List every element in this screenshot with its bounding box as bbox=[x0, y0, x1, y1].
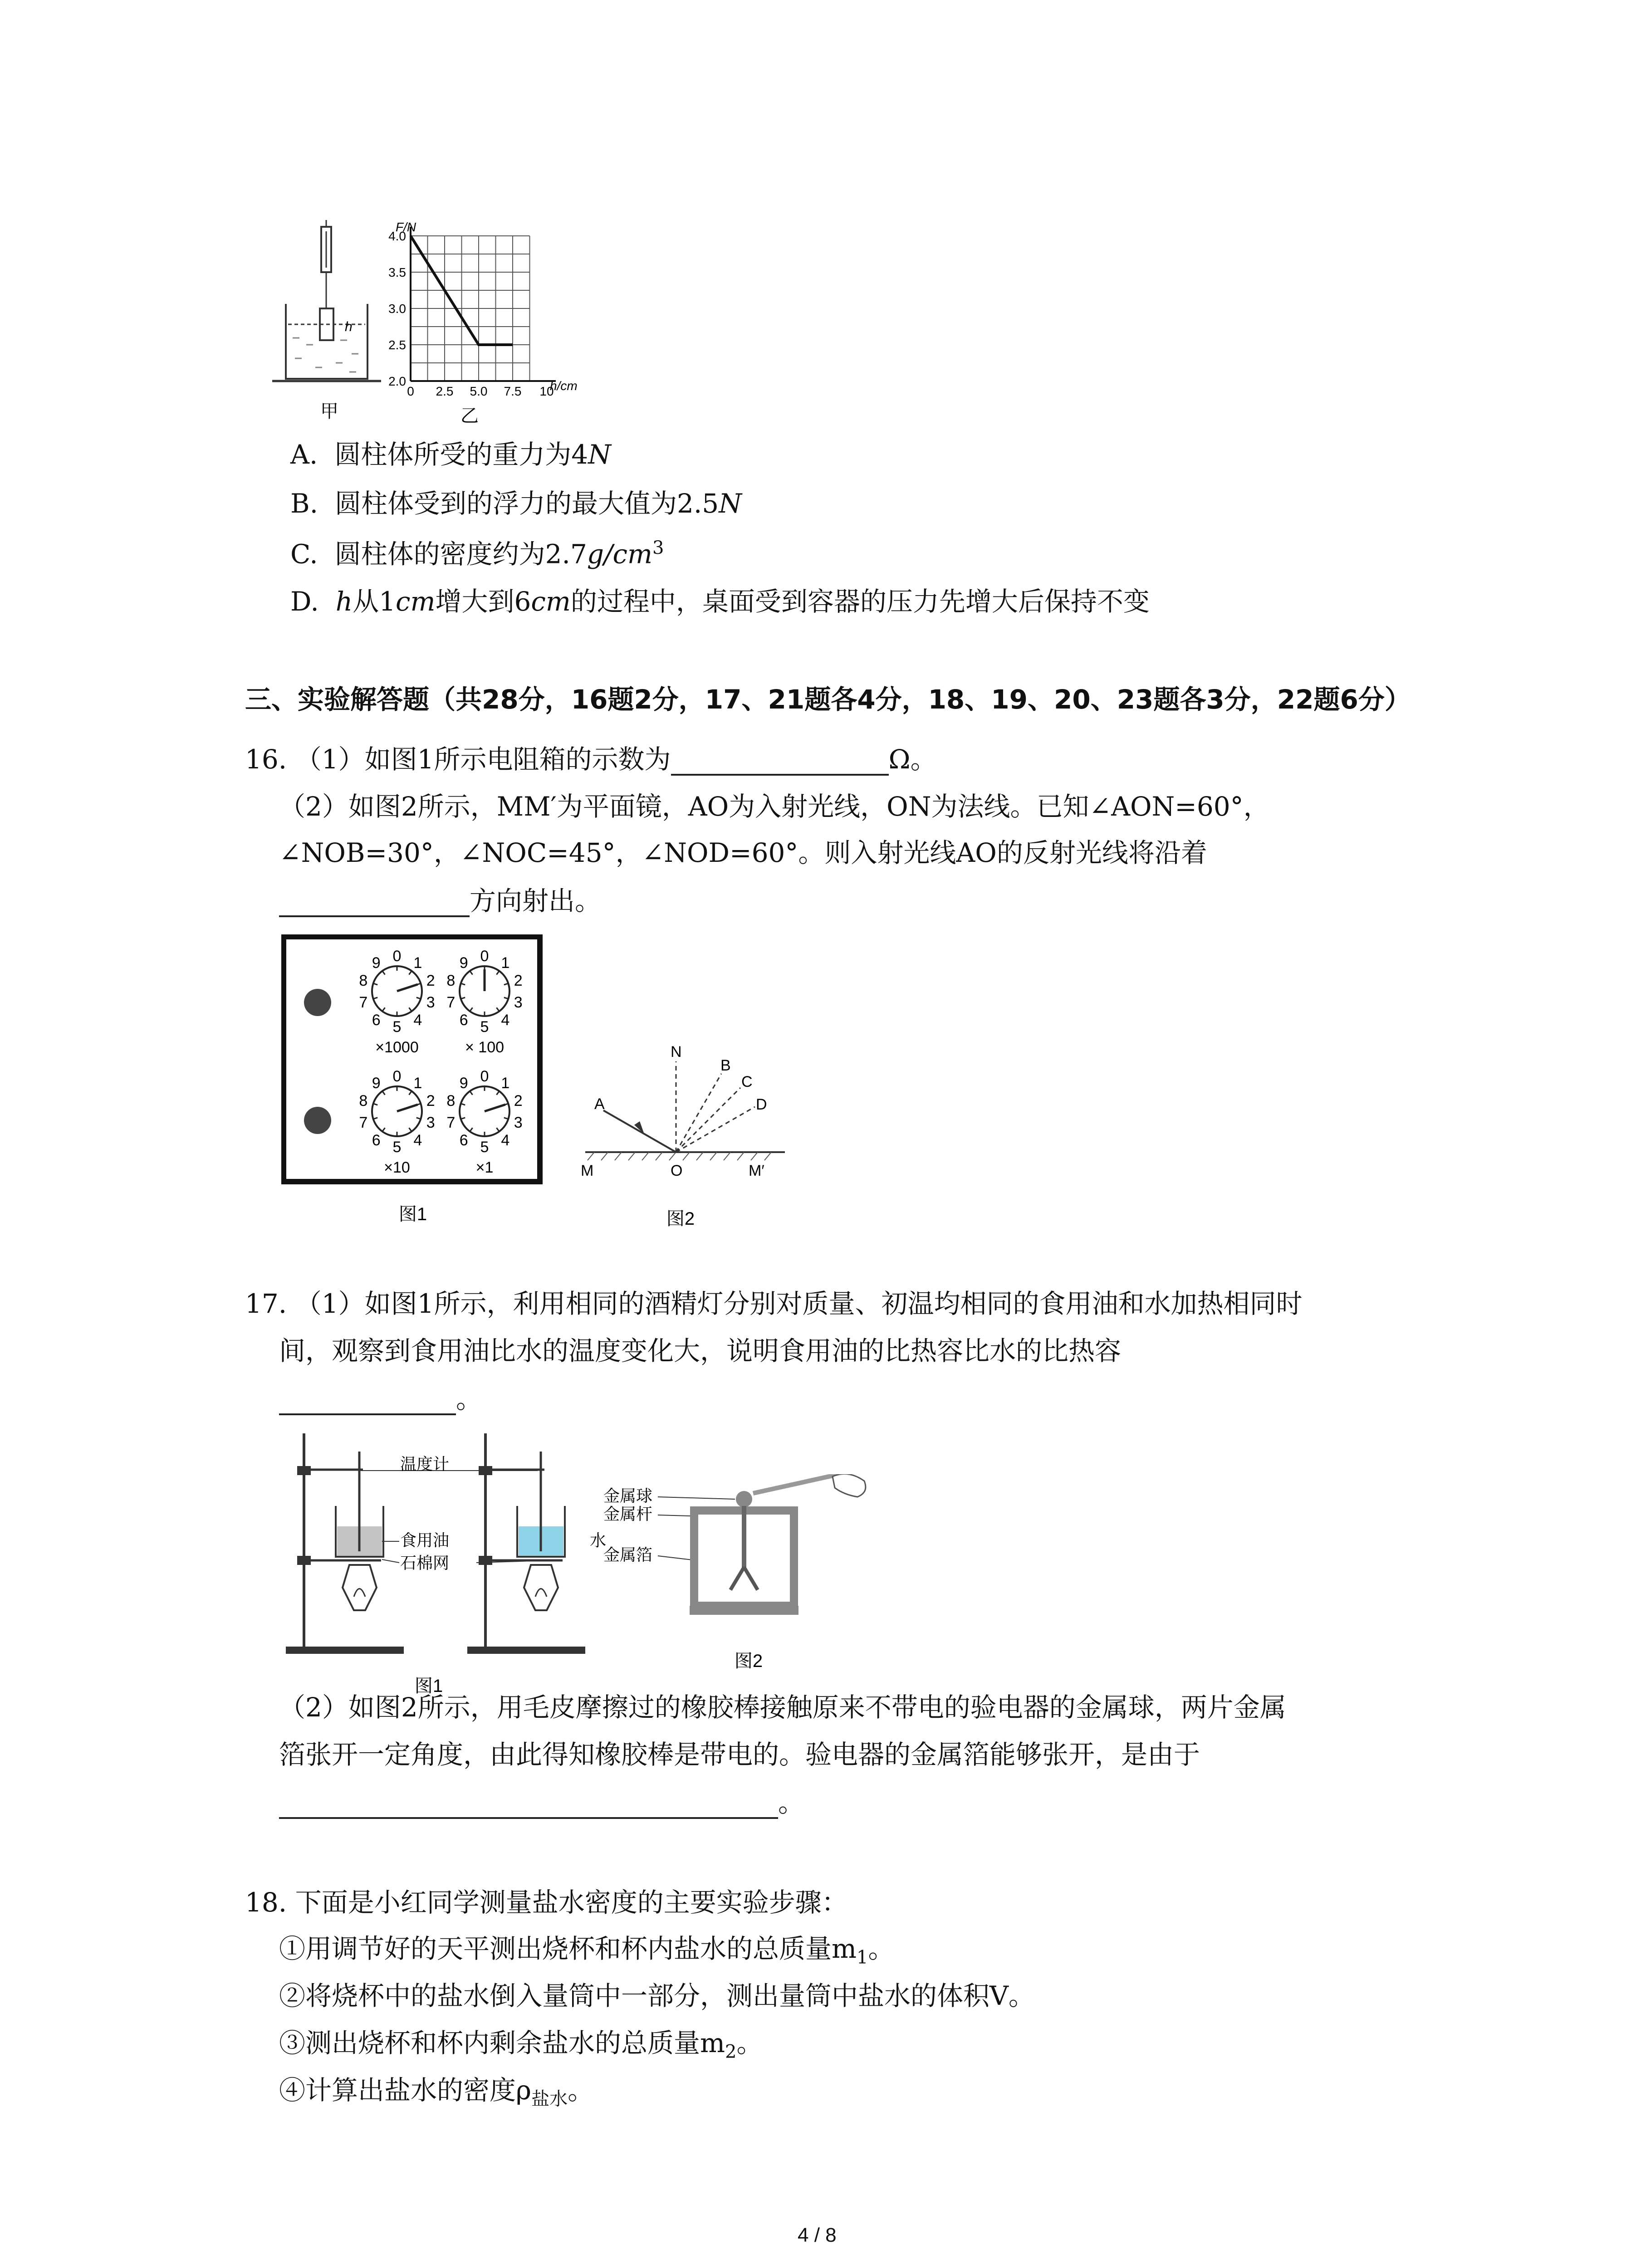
dial-digit: 6 bbox=[459, 1012, 468, 1029]
electroscope-figure bbox=[603, 1474, 885, 1701]
label-m-prime: M′ bbox=[749, 1162, 764, 1179]
dial-digit: 3 bbox=[514, 994, 523, 1012]
dial-digit: 2 bbox=[426, 1092, 435, 1110]
dial-digit: 6 bbox=[372, 1132, 381, 1149]
incident-ray bbox=[603, 1110, 676, 1152]
q17-part2-line3: 。 bbox=[279, 1787, 804, 1819]
x-tick-label: 0 bbox=[407, 384, 414, 398]
q17-part1-line3: 。 bbox=[279, 1383, 482, 1415]
dial-digit: 7 bbox=[359, 1114, 368, 1132]
q16-part2-line2: ∠NOB=30°，∠NOC=45°，∠NOD=60°。则入射光线AO的反射光线将沿着 bbox=[279, 837, 1207, 868]
q16-part2-line3: 方向射出。 bbox=[279, 885, 601, 917]
dial-digit: 2 bbox=[514, 1092, 523, 1110]
label-d: D bbox=[756, 1096, 767, 1113]
label-a: A bbox=[594, 1095, 605, 1113]
ray-od bbox=[676, 1107, 755, 1152]
dial-digit: 9 bbox=[372, 1074, 381, 1092]
water-apparatus bbox=[467, 1433, 585, 1654]
q16-answer-blank-2[interactable] bbox=[279, 889, 470, 917]
dial-digit: 9 bbox=[459, 954, 468, 972]
dial-digit: 1 bbox=[413, 954, 422, 972]
q18-step-4: ④计算出盐水的密度$\rho_{盐水}$。 bbox=[279, 2075, 594, 2110]
q15-figure bbox=[272, 218, 617, 431]
yi-caption: 乙 bbox=[460, 406, 479, 426]
dial-digit: 7 bbox=[446, 994, 456, 1012]
y-tick-label: 4.0 bbox=[388, 229, 406, 243]
label-ball: 金属球 bbox=[603, 1486, 653, 1505]
label-o: O bbox=[671, 1162, 683, 1179]
dial-digit: 1 bbox=[501, 954, 510, 972]
dial-digit: 2 bbox=[426, 972, 435, 989]
q15-option-b: B. 圆柱体受到的浮力的最大值为2.5N bbox=[290, 488, 742, 519]
dial-digit: 5 bbox=[392, 1139, 402, 1156]
ray-ob bbox=[676, 1074, 721, 1152]
q15-option-d: D. h从1cm增大到6cm的过程中，桌面受到容器的压力先增大后保持不变 bbox=[290, 586, 1150, 617]
jia-apparatus bbox=[272, 220, 381, 421]
dial-multiplier: ×10 bbox=[384, 1159, 410, 1176]
q17-part2-line1: （2）如图2所示，用毛皮摩擦过的橡胶棒接触原来不带电的验电器的金属球，两片金属 bbox=[279, 1692, 1286, 1723]
q16-fig2-caption: 图2 bbox=[666, 1209, 695, 1229]
dial-digit: 5 bbox=[392, 1018, 402, 1036]
q17-part1-line2: 间，观察到食用油比水的温度变化大，说明食用油的比热容比水的比热容 bbox=[279, 1335, 1122, 1366]
dial-digit: 3 bbox=[426, 994, 435, 1012]
q17-answer-blank-1[interactable] bbox=[279, 1387, 456, 1415]
label-rod: 金属杆 bbox=[603, 1505, 653, 1523]
dial-digit: 6 bbox=[459, 1132, 468, 1149]
dial-multiplier: ×1 bbox=[475, 1159, 494, 1176]
dial-digit: 4 bbox=[501, 1132, 510, 1149]
q17-fig1-caption: 图1 bbox=[414, 1676, 443, 1696]
dial-digit: 4 bbox=[413, 1132, 422, 1149]
dial-multiplier: ×1000 bbox=[375, 1039, 419, 1056]
dial-digit: 2 bbox=[514, 972, 523, 989]
dial-digit: 4 bbox=[501, 1012, 510, 1029]
x-tick-label: 10 bbox=[539, 384, 554, 398]
q18-step-2: ②将烧杯中的盐水倒入量筒中一部分，测出量筒中盐水的体积V。 bbox=[279, 1980, 1035, 2011]
dial-digit: 1 bbox=[501, 1074, 510, 1092]
q17-part2-line2: 箔张开一定角度，由此得知橡胶棒是带电的。验电器的金属箔能够张开，是由于 bbox=[279, 1739, 1200, 1770]
dial-digit: 8 bbox=[446, 1092, 456, 1110]
page-number: 4 / 8 bbox=[798, 2224, 837, 2246]
q18-step-1: ①用调节好的天平测出烧杯和杯内盐水的总质量$m_1$。 bbox=[279, 1933, 895, 1968]
dial-digit: 8 bbox=[446, 972, 456, 989]
label-thermometer: 温度计 bbox=[400, 1455, 450, 1473]
dial-digit: 3 bbox=[426, 1114, 435, 1132]
dial-digit: 0 bbox=[480, 1068, 489, 1085]
q18-step-3: ③测出烧杯和杯内剩余盐水的总质量$m_2$。 bbox=[279, 2028, 763, 2063]
oil-apparatus bbox=[286, 1433, 404, 1654]
label-oil: 食用油 bbox=[400, 1531, 450, 1549]
label-b: B bbox=[720, 1057, 731, 1074]
dial-digit: 5 bbox=[480, 1139, 489, 1156]
dial-digit: 9 bbox=[372, 954, 381, 972]
q15-option-a: A. 圆柱体所受的重力为4N bbox=[290, 439, 611, 470]
dial-digit: 1 bbox=[413, 1074, 422, 1092]
label-gauze: 石棉网 bbox=[400, 1554, 450, 1572]
label-water: 水 bbox=[590, 1531, 607, 1549]
y-tick-label: 3.0 bbox=[388, 302, 406, 316]
dial-digit: 4 bbox=[413, 1012, 422, 1029]
section3-header: 三、实验解答题（共28分，16题2分，17、21题各4分，18、19、20、23题各3分，22题6分） bbox=[245, 684, 1411, 715]
q15-option-c: C. 圆柱体的密度约为$2.7g/cm^3$ bbox=[290, 538, 664, 570]
q17-answer-blank-2[interactable] bbox=[279, 1791, 778, 1819]
q16-answer-blank-1[interactable] bbox=[671, 748, 889, 776]
terminal-top bbox=[304, 989, 331, 1016]
x-tick-label: 5.0 bbox=[470, 384, 488, 398]
reflection-figure bbox=[576, 1043, 812, 1234]
x-tick-label: 2.5 bbox=[436, 384, 454, 398]
x-axis-label: h/cm bbox=[550, 379, 578, 393]
dial-digit: 8 bbox=[359, 1092, 368, 1110]
dial-digit: 8 bbox=[359, 972, 368, 989]
q18-intro: 18. 下面是小红同学测量盐水密度的主要实验步骤： bbox=[245, 1887, 848, 1918]
dial-digit: 7 bbox=[446, 1114, 456, 1132]
yi-graph bbox=[388, 220, 578, 426]
dial-multiplier: × 100 bbox=[465, 1039, 505, 1056]
label-m: M bbox=[581, 1162, 594, 1179]
dial-digit: 9 bbox=[459, 1074, 468, 1092]
dial-digit: 3 bbox=[514, 1114, 523, 1132]
q16-part1: 16. （1）如图1所示电阻箱的示数为 Ω。 bbox=[245, 744, 937, 775]
dial-digit: 7 bbox=[359, 994, 368, 1012]
y-tick-label: 3.5 bbox=[388, 265, 406, 279]
y-axis-label: F/N bbox=[396, 220, 416, 234]
h-marker: h bbox=[345, 319, 353, 334]
dial-digit: 0 bbox=[480, 948, 489, 965]
dial-digit: 5 bbox=[480, 1018, 489, 1036]
q16-part2-line1: （2）如图2所示，MM′为平面镜，AO为入射光线，ON为法线。已知∠AON=60°， bbox=[279, 791, 1270, 822]
dial-digit: 0 bbox=[392, 948, 402, 965]
q17-fig2-caption: 图2 bbox=[734, 1651, 763, 1671]
dial-digit: 6 bbox=[372, 1012, 381, 1029]
q17-part1-line1: 17. （1）如图1所示，利用相同的酒精灯分别对质量、初温均相同的食用油和水加热相同时 bbox=[245, 1288, 1303, 1319]
x-tick-label: 7.5 bbox=[504, 384, 522, 398]
ray-oc bbox=[676, 1088, 740, 1152]
label-c: C bbox=[741, 1073, 753, 1090]
jia-caption: 甲 bbox=[320, 401, 338, 421]
y-tick-label: 2.5 bbox=[388, 338, 406, 352]
y-tick-label: 2.0 bbox=[388, 374, 406, 388]
resistance-box-figure bbox=[281, 934, 544, 1229]
q16-fig1-caption: 图1 bbox=[398, 1204, 427, 1224]
label-n: N bbox=[671, 1043, 682, 1061]
dial-digit: 0 bbox=[392, 1068, 402, 1085]
terminal-bottom bbox=[304, 1107, 331, 1134]
label-foil: 金属箔 bbox=[603, 1545, 653, 1564]
